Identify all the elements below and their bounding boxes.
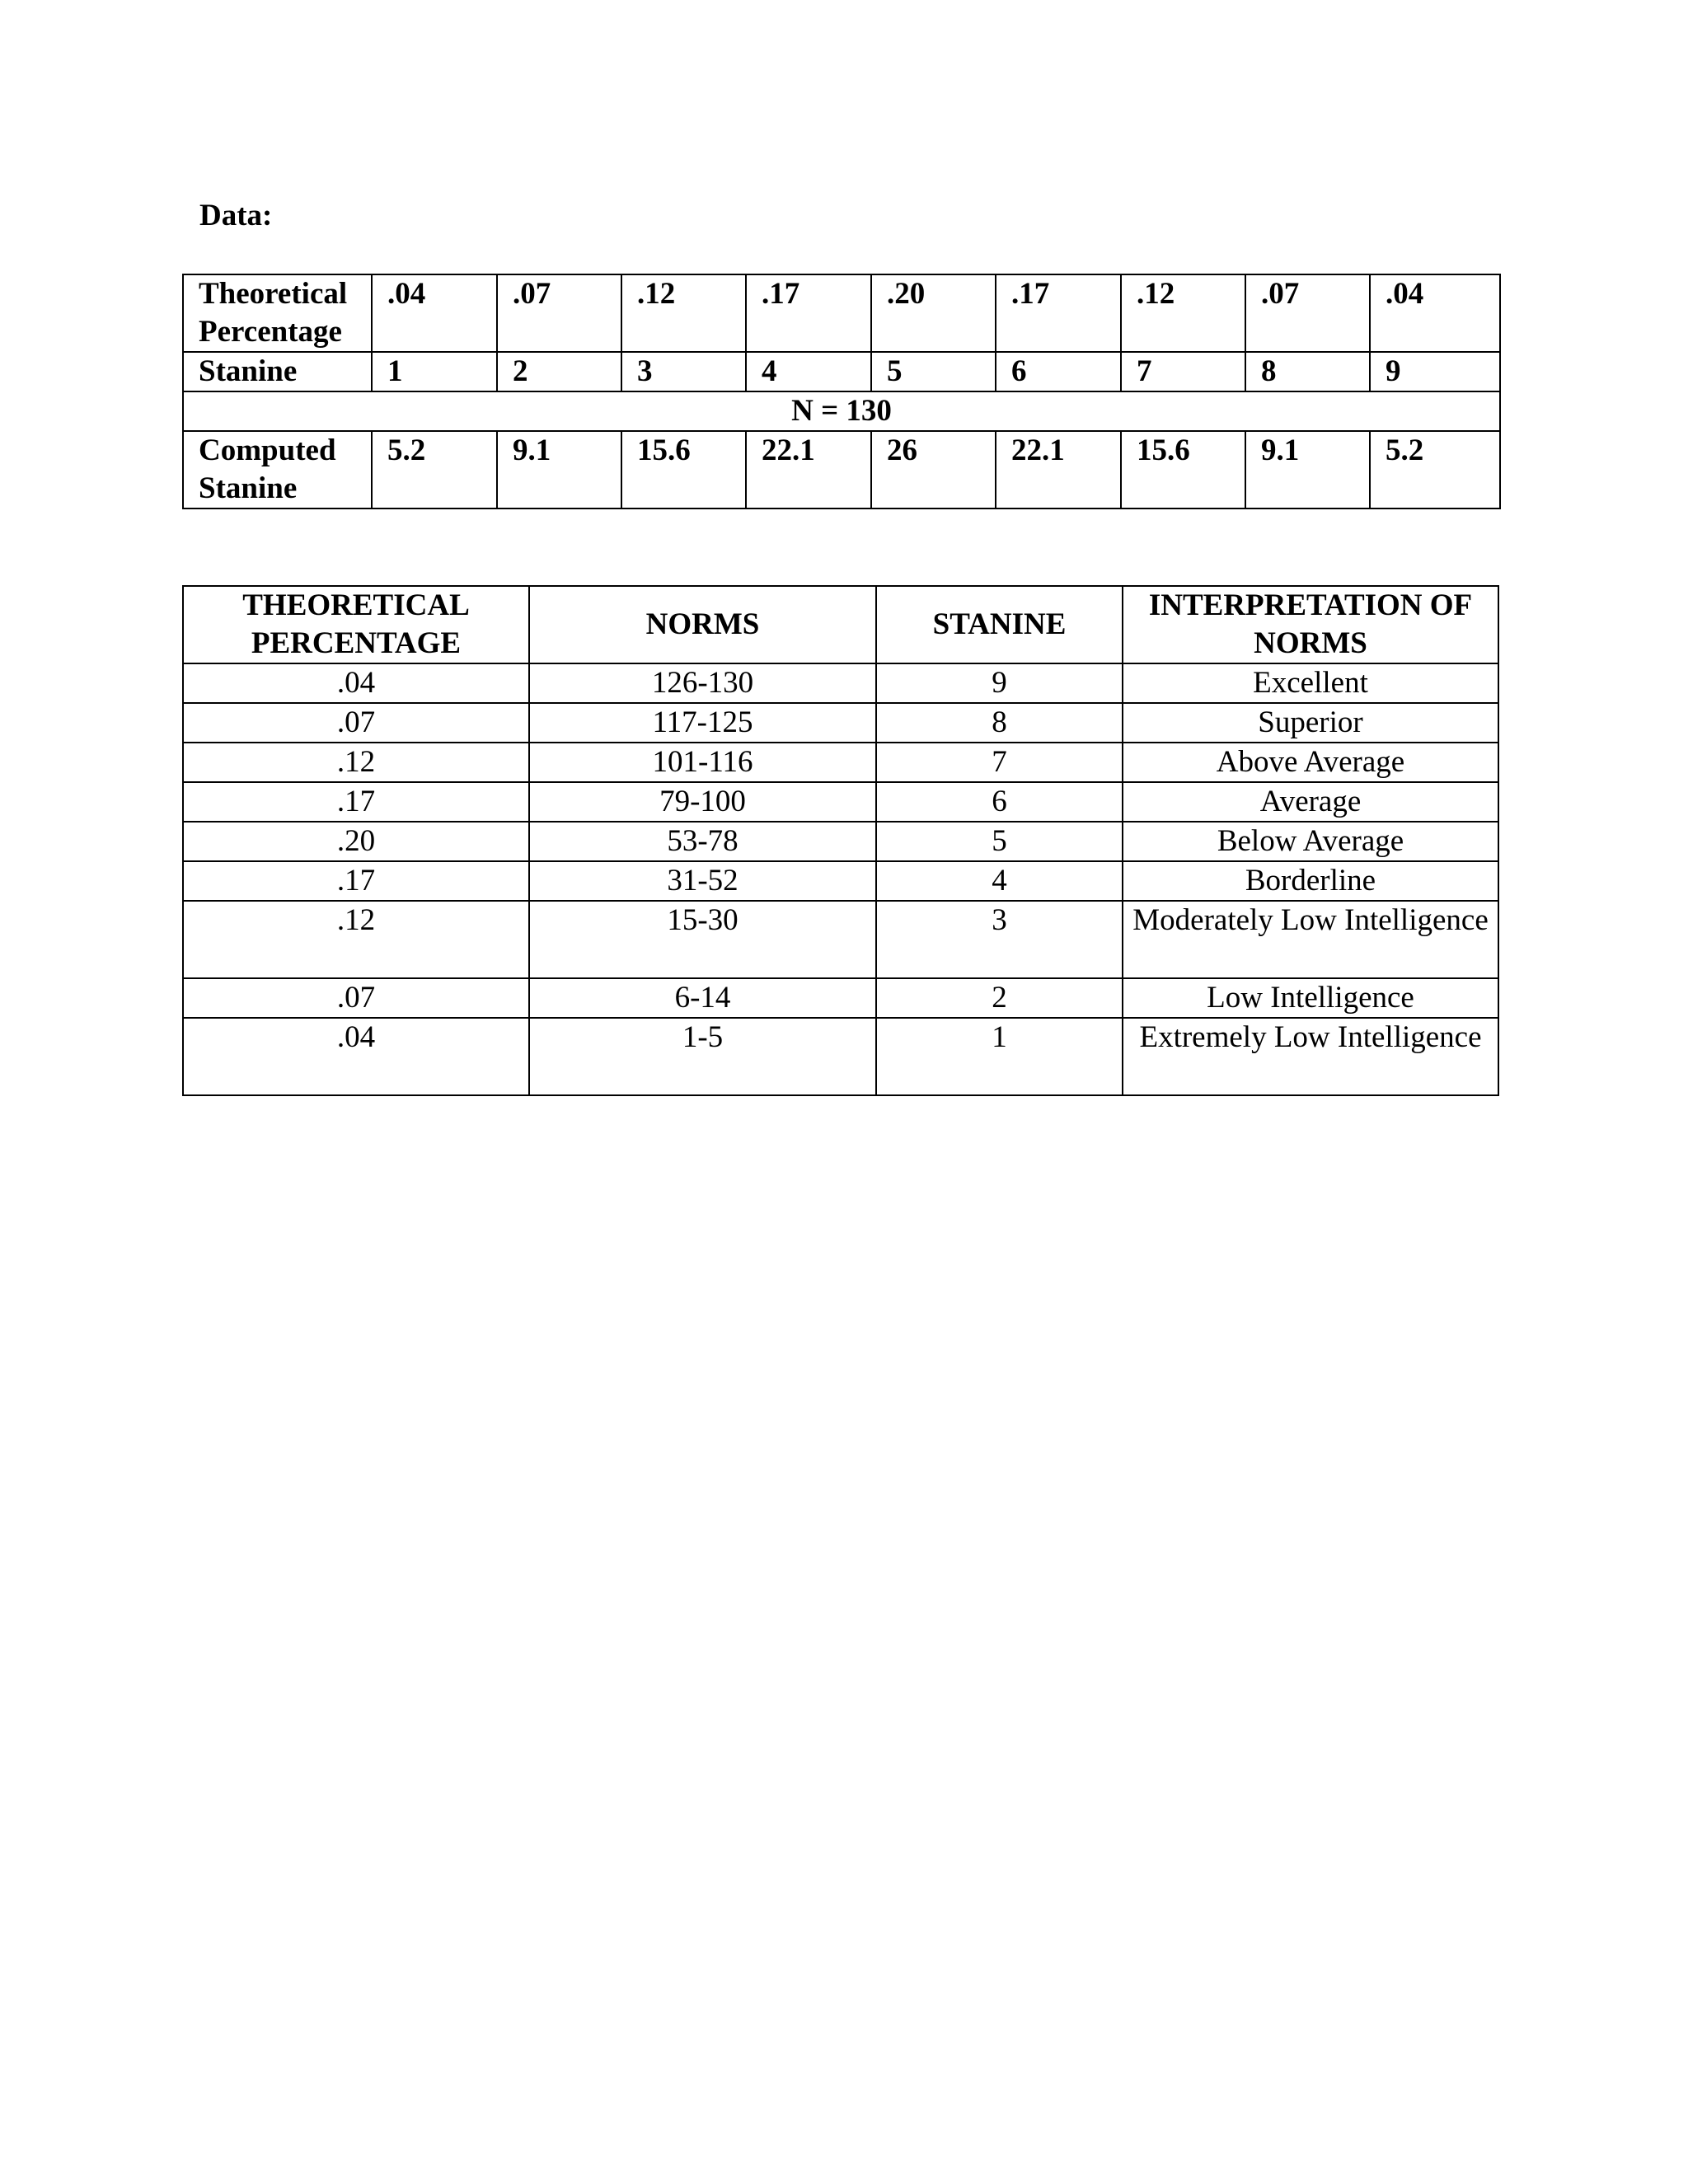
row-label: Stanine bbox=[183, 352, 372, 391]
table-cell: 5 bbox=[876, 822, 1123, 861]
table-cell: 53-78 bbox=[529, 822, 876, 861]
table-row bbox=[183, 822, 1498, 861]
table-cell: .07 bbox=[497, 274, 621, 352]
table-cell: 5.2 bbox=[1370, 431, 1500, 509]
table-cell: 9 bbox=[876, 663, 1123, 703]
table-cell: 1 bbox=[372, 352, 497, 391]
table-cell: .20 bbox=[871, 274, 996, 352]
table-cell: 31-52 bbox=[529, 861, 876, 901]
table-cell: Below Average bbox=[1123, 822, 1498, 861]
table-cell: 26 bbox=[871, 431, 996, 509]
table-cell: .04 bbox=[183, 663, 529, 703]
table-cell: 15-30 bbox=[529, 901, 876, 978]
table-cell: 126-130 bbox=[529, 663, 876, 703]
table-cell: 5 bbox=[871, 352, 996, 391]
table-row bbox=[183, 901, 1498, 978]
table-cell: 101-116 bbox=[529, 743, 876, 782]
table-row bbox=[183, 861, 1498, 901]
theoretical-percentage-row bbox=[183, 274, 1500, 352]
stanine-computation-table bbox=[182, 274, 1501, 509]
computed-stanine-row bbox=[183, 431, 1500, 509]
table-row bbox=[183, 703, 1498, 743]
table-cell: 22.1 bbox=[746, 431, 871, 509]
header-norms: NORMS bbox=[529, 586, 876, 663]
table-cell: Extremely Low Intelligence bbox=[1123, 1018, 1498, 1095]
table-cell: Moderately Low Intelligence bbox=[1123, 901, 1498, 978]
table-row bbox=[183, 978, 1498, 1018]
table-cell: 3 bbox=[876, 901, 1123, 978]
table-cell: .17 bbox=[183, 782, 529, 822]
table-cell: 2 bbox=[497, 352, 621, 391]
row-label: Computed Stanine bbox=[183, 431, 372, 509]
table-cell: .20 bbox=[183, 822, 529, 861]
table-cell: 15.6 bbox=[1121, 431, 1245, 509]
table-cell: 9.1 bbox=[497, 431, 621, 509]
table-cell: 2 bbox=[876, 978, 1123, 1018]
table-cell: .04 bbox=[183, 1018, 529, 1095]
table-cell: .04 bbox=[1370, 274, 1500, 352]
table-row bbox=[183, 782, 1498, 822]
table-cell: 8 bbox=[876, 703, 1123, 743]
table-cell: 6-14 bbox=[529, 978, 876, 1018]
table-cell: Superior bbox=[1123, 703, 1498, 743]
table-cell: 9.1 bbox=[1245, 431, 1370, 509]
header-interpretation: INTERPRETATION OF NORMS bbox=[1123, 586, 1498, 663]
table-cell: .07 bbox=[1245, 274, 1370, 352]
table-row bbox=[183, 743, 1498, 782]
table-row bbox=[183, 663, 1498, 703]
table-cell: 7 bbox=[1121, 352, 1245, 391]
table-cell: 22.1 bbox=[996, 431, 1121, 509]
table-cell: 117-125 bbox=[529, 703, 876, 743]
table-cell: 6 bbox=[996, 352, 1121, 391]
table-cell: .17 bbox=[183, 861, 529, 901]
table-cell: .12 bbox=[621, 274, 746, 352]
header-stanine: STANINE bbox=[876, 586, 1123, 663]
n-total-label: N = 130 bbox=[183, 391, 1500, 431]
table-cell: .04 bbox=[372, 274, 497, 352]
table-cell: .17 bbox=[996, 274, 1121, 352]
table-cell: .12 bbox=[1121, 274, 1245, 352]
norms-interpretation-table bbox=[182, 585, 1499, 1096]
table-cell: Excellent bbox=[1123, 663, 1498, 703]
table-row bbox=[183, 1018, 1498, 1095]
n-total-row bbox=[183, 391, 1500, 431]
row-label: Theoretical Percentage bbox=[183, 274, 372, 352]
table-cell: 15.6 bbox=[621, 431, 746, 509]
table-cell: 4 bbox=[746, 352, 871, 391]
table-cell: .12 bbox=[183, 743, 529, 782]
table-cell: 79-100 bbox=[529, 782, 876, 822]
table-cell: 7 bbox=[876, 743, 1123, 782]
table-cell: .07 bbox=[183, 703, 529, 743]
table-cell: 3 bbox=[621, 352, 746, 391]
table-cell: 1-5 bbox=[529, 1018, 876, 1095]
table-cell: 9 bbox=[1370, 352, 1500, 391]
table-header-row bbox=[183, 586, 1498, 663]
table-cell: Borderline bbox=[1123, 861, 1498, 901]
header-theoretical-percentage: THEORETICAL PERCENTAGE bbox=[183, 586, 529, 663]
table-cell: .12 bbox=[183, 901, 529, 978]
stanine-row bbox=[183, 352, 1500, 391]
table-cell: Low Intelligence bbox=[1123, 978, 1498, 1018]
table-cell: Average bbox=[1123, 782, 1498, 822]
table-cell: 5.2 bbox=[372, 431, 497, 509]
table-cell: 8 bbox=[1245, 352, 1370, 391]
table-cell: 6 bbox=[876, 782, 1123, 822]
table-cell: 1 bbox=[876, 1018, 1123, 1095]
table-cell: 4 bbox=[876, 861, 1123, 901]
data-heading: Data: bbox=[199, 199, 273, 232]
table-cell: Above Average bbox=[1123, 743, 1498, 782]
table-cell: .07 bbox=[183, 978, 529, 1018]
table-cell: .17 bbox=[746, 274, 871, 352]
